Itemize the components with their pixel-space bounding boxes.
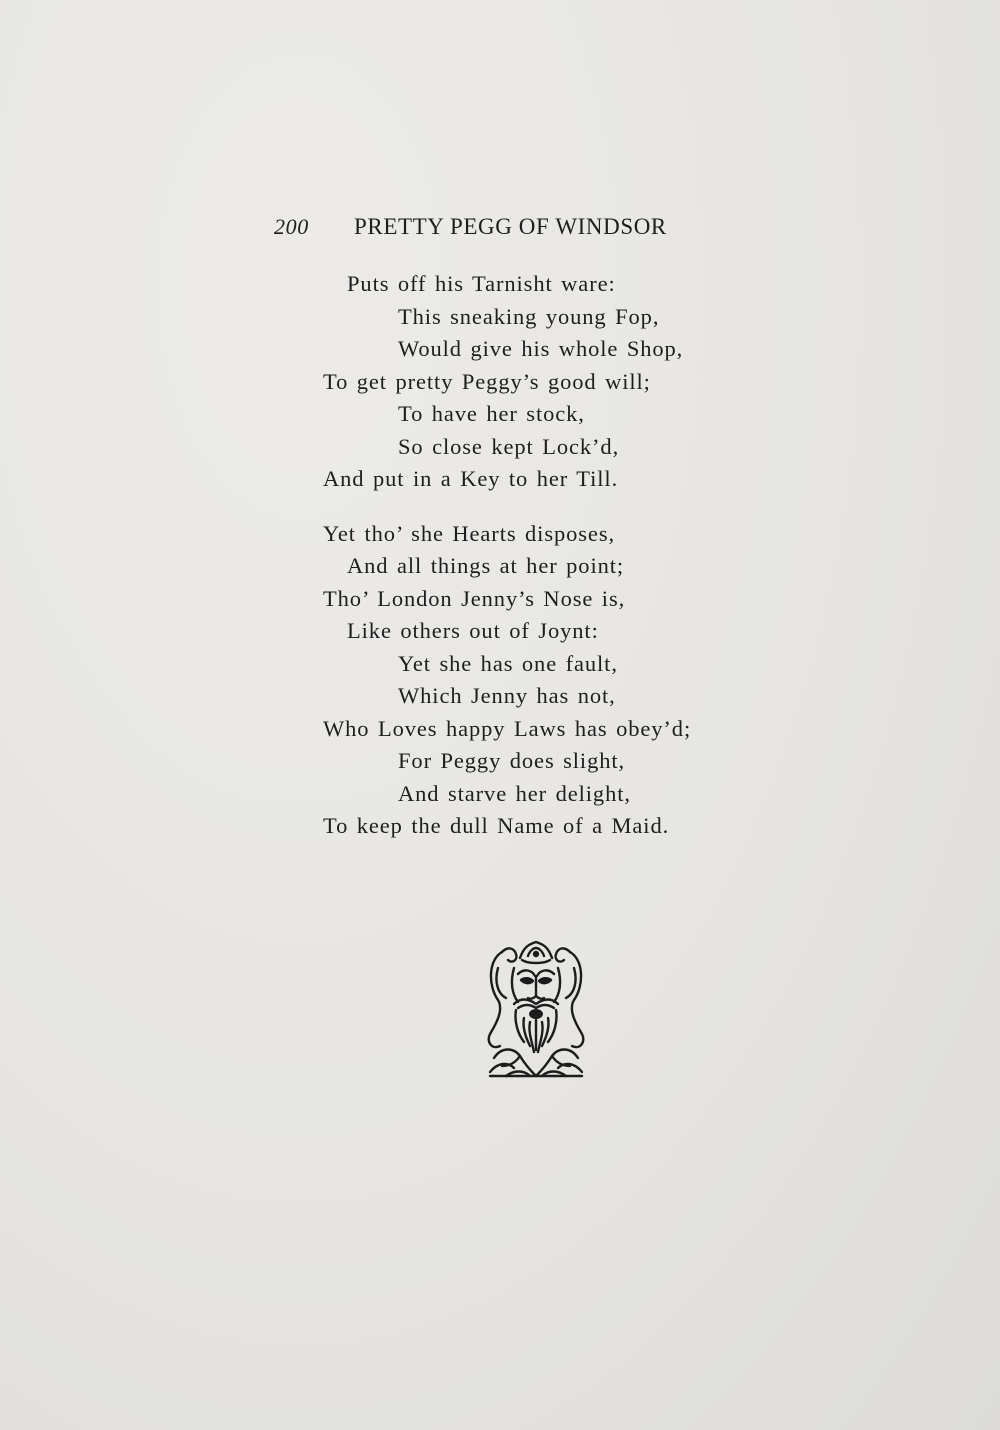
poem	[323, 268, 763, 843]
poem-line: To have her stock,	[398, 401, 585, 426]
poem-line: To get pretty Peggy’s good will;	[323, 368, 651, 394]
poem-line: Would give his whole Shop,	[398, 336, 684, 361]
poem-line: For Peggy does slight,	[398, 748, 626, 773]
page-number: 200	[274, 214, 309, 239]
poem-line: Who Loves happy Laws has obey’d;	[323, 715, 692, 741]
poem-line: Yet tho’ she Hearts disposes,	[323, 520, 616, 546]
running-title: PRETTY PEGG OF WINDSOR	[354, 214, 667, 239]
poem-line: Tho’ London Jenny’s Nose is,	[323, 585, 626, 611]
poem-line: To keep the dull Name of a Maid.	[323, 813, 670, 838]
poem-line: Puts off his Tarnisht ware:	[347, 271, 616, 296]
grotesque-face-tailpiece-icon	[484, 938, 588, 1080]
poem-line: Which Jenny has not,	[398, 683, 616, 708]
poem-line: So close kept Lock’d,	[398, 433, 620, 459]
poem-line: This sneaking young Fop,	[398, 303, 660, 329]
poem-line: And put in a Key to her Till.	[323, 466, 619, 491]
stanza-2	[323, 518, 763, 843]
stanza-1	[323, 268, 763, 496]
running-head	[274, 214, 724, 246]
poem-line: And starve her delight,	[398, 780, 631, 806]
poem-line: Like others out of Joynt:	[347, 618, 599, 643]
poem-line: Yet she has one fault,	[398, 650, 618, 676]
poem-line: And all things at her point;	[347, 553, 625, 578]
